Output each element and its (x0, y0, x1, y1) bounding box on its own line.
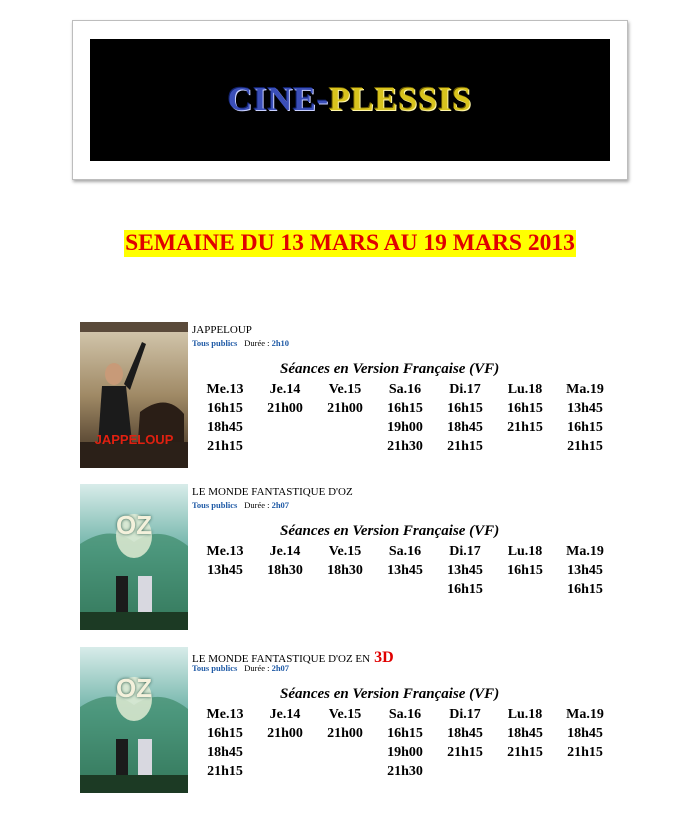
day-header: Di.17 (449, 544, 481, 559)
showtime[interactable]: 18h45 (207, 745, 243, 760)
showtime[interactable]: 19h00 (387, 745, 423, 760)
showtime (495, 437, 555, 456)
showtime[interactable]: 21h30 (387, 764, 423, 779)
day-header: Je.14 (269, 382, 301, 397)
showtime[interactable]: 13h45 (387, 563, 423, 578)
showtimes-table (195, 705, 615, 781)
showtime (195, 580, 255, 599)
day-header: Ma.19 (566, 707, 604, 722)
poster-title: OZ (115, 673, 153, 703)
showtime[interactable]: 18h30 (327, 563, 363, 578)
showtime[interactable]: 21h15 (447, 439, 483, 454)
showtime[interactable]: 16h15 (567, 582, 603, 597)
duration-label: Durée : (244, 338, 270, 348)
logo-text-part1: CINE- (227, 81, 330, 118)
showtime[interactable]: 21h15 (507, 745, 543, 760)
days-header-row (195, 542, 615, 561)
showtimes-table (195, 542, 615, 599)
days-header-row (195, 705, 615, 724)
day-header: Ma.19 (566, 382, 604, 397)
showtime-row (195, 399, 615, 418)
showtime-row (195, 418, 615, 437)
day-header: Sa.16 (388, 544, 422, 559)
showtime[interactable]: 18h45 (447, 420, 483, 435)
logo-frame (72, 20, 628, 180)
showtime[interactable]: 21h15 (567, 745, 603, 760)
showtime[interactable]: 13h45 (447, 563, 483, 578)
showtime (435, 762, 495, 781)
showtime (315, 743, 375, 762)
movie-meta (192, 338, 289, 348)
movie-title-text: JAPPELOUP (192, 324, 252, 336)
day-header: Ve.15 (328, 707, 362, 722)
showtime (255, 437, 315, 456)
day-header: Me.13 (206, 382, 244, 397)
showtime[interactable]: 21h15 (207, 764, 243, 779)
logo-text-part2: PLESSIS (329, 81, 473, 118)
movie-poster[interactable] (80, 647, 188, 793)
movie-poster[interactable] (80, 484, 188, 630)
showtime[interactable]: 16h15 (387, 401, 423, 416)
movie-poster[interactable] (80, 322, 188, 468)
showtime[interactable]: 16h15 (507, 563, 543, 578)
showtime (495, 580, 555, 599)
format-3d-label: 3D (370, 649, 394, 666)
day-header: Lu.18 (507, 382, 543, 397)
movie-title-text: LE MONDE FANTASTIQUE D'OZ (192, 486, 353, 498)
day-header: Ma.19 (566, 544, 604, 559)
audience-rating: Tous publics (192, 500, 238, 510)
showtime[interactable]: 18h45 (567, 726, 603, 741)
movie-listing (80, 647, 680, 795)
showtime[interactable]: 18h45 (447, 726, 483, 741)
version-label: Séances en Version Française (VF) (280, 686, 500, 702)
showtimes-table (195, 380, 615, 456)
movie-meta (192, 500, 289, 510)
day-header: Ve.15 (328, 544, 362, 559)
movie-listing (80, 322, 680, 470)
poster-title: OZ (115, 510, 153, 540)
duration-label: Durée : (244, 663, 270, 673)
showtime[interactable]: 18h45 (207, 420, 243, 435)
showtime (555, 762, 615, 781)
showtime-row (195, 762, 615, 781)
day-header: Je.14 (269, 707, 301, 722)
showtime (255, 762, 315, 781)
version-label: Séances en Version Française (VF) (280, 361, 500, 377)
showtime-row (195, 743, 615, 762)
days-header-row (195, 380, 615, 399)
showtime[interactable]: 18h45 (507, 726, 543, 741)
audience-rating: Tous publics (192, 663, 238, 673)
week-title: SEMAINE DU 13 MARS AU 19 MARS 2013 (125, 230, 575, 256)
movie-meta (192, 663, 289, 673)
showtime[interactable]: 16h15 (207, 401, 243, 416)
movie-title-text: LE MONDE FANTASTIQUE D'OZ EN (192, 653, 371, 665)
movie-title (192, 486, 353, 498)
showtime[interactable]: 16h15 (207, 726, 243, 741)
week-banner-wrap (0, 230, 700, 257)
showtime[interactable]: 21h00 (267, 401, 303, 416)
day-header: Me.13 (206, 544, 244, 559)
showtime (255, 743, 315, 762)
day-header: Di.17 (449, 707, 481, 722)
showtime[interactable]: 16h15 (507, 401, 543, 416)
day-header: Je.14 (269, 544, 301, 559)
showtime[interactable]: 21h15 (507, 420, 543, 435)
showtime-row (195, 437, 615, 456)
showtime[interactable]: 16h15 (387, 726, 423, 741)
poster-image (80, 647, 188, 793)
movie-listing (80, 484, 680, 632)
showtime[interactable]: 21h00 (327, 401, 363, 416)
day-header: Lu.18 (507, 707, 543, 722)
showtime[interactable]: 13h45 (567, 563, 603, 578)
poster-image (80, 484, 188, 630)
showtime[interactable]: 19h00 (387, 420, 423, 435)
movie-title (192, 324, 252, 336)
showtime (255, 580, 315, 599)
day-header: Sa.16 (388, 382, 422, 397)
duration-value: 2h07 (271, 663, 290, 673)
day-header: Sa.16 (388, 707, 422, 722)
showtime[interactable]: 16h15 (567, 420, 603, 435)
showtime[interactable]: 16h15 (447, 582, 483, 597)
day-header: Di.17 (449, 382, 481, 397)
version-label: Séances en Version Française (VF) (280, 523, 500, 539)
day-header: Me.13 (206, 707, 244, 722)
duration-value: 2h10 (271, 338, 290, 348)
showtime (315, 437, 375, 456)
audience-rating: Tous publics (192, 338, 238, 348)
logo-banner (90, 39, 610, 161)
showtime[interactable]: 21h15 (207, 439, 243, 454)
showtime[interactable]: 21h30 (387, 439, 423, 454)
duration-value: 2h07 (271, 500, 290, 510)
showtime (315, 418, 375, 437)
cinema-logo[interactable] (228, 81, 472, 119)
showtime-row (195, 580, 615, 599)
showtime[interactable]: 21h00 (267, 726, 303, 741)
day-header: Lu.18 (507, 544, 543, 559)
showtime[interactable]: 16h15 (447, 401, 483, 416)
showtime (255, 418, 315, 437)
showtime[interactable]: 13h45 (567, 401, 603, 416)
showtime (495, 762, 555, 781)
showtime[interactable]: 21h00 (327, 726, 363, 741)
showtime[interactable]: 18h30 (267, 563, 303, 578)
showtime (375, 580, 435, 599)
showtime[interactable]: 21h15 (567, 439, 603, 454)
showtime (315, 580, 375, 599)
duration-label: Durée : (244, 500, 270, 510)
showtime (315, 762, 375, 781)
showtime-row (195, 724, 615, 743)
showtime[interactable]: 21h15 (447, 745, 483, 760)
showtime-row (195, 561, 615, 580)
showtime[interactable]: 13h45 (207, 563, 243, 578)
day-header: Ve.15 (328, 382, 362, 397)
poster-title: JAPPELOUP (94, 432, 174, 447)
